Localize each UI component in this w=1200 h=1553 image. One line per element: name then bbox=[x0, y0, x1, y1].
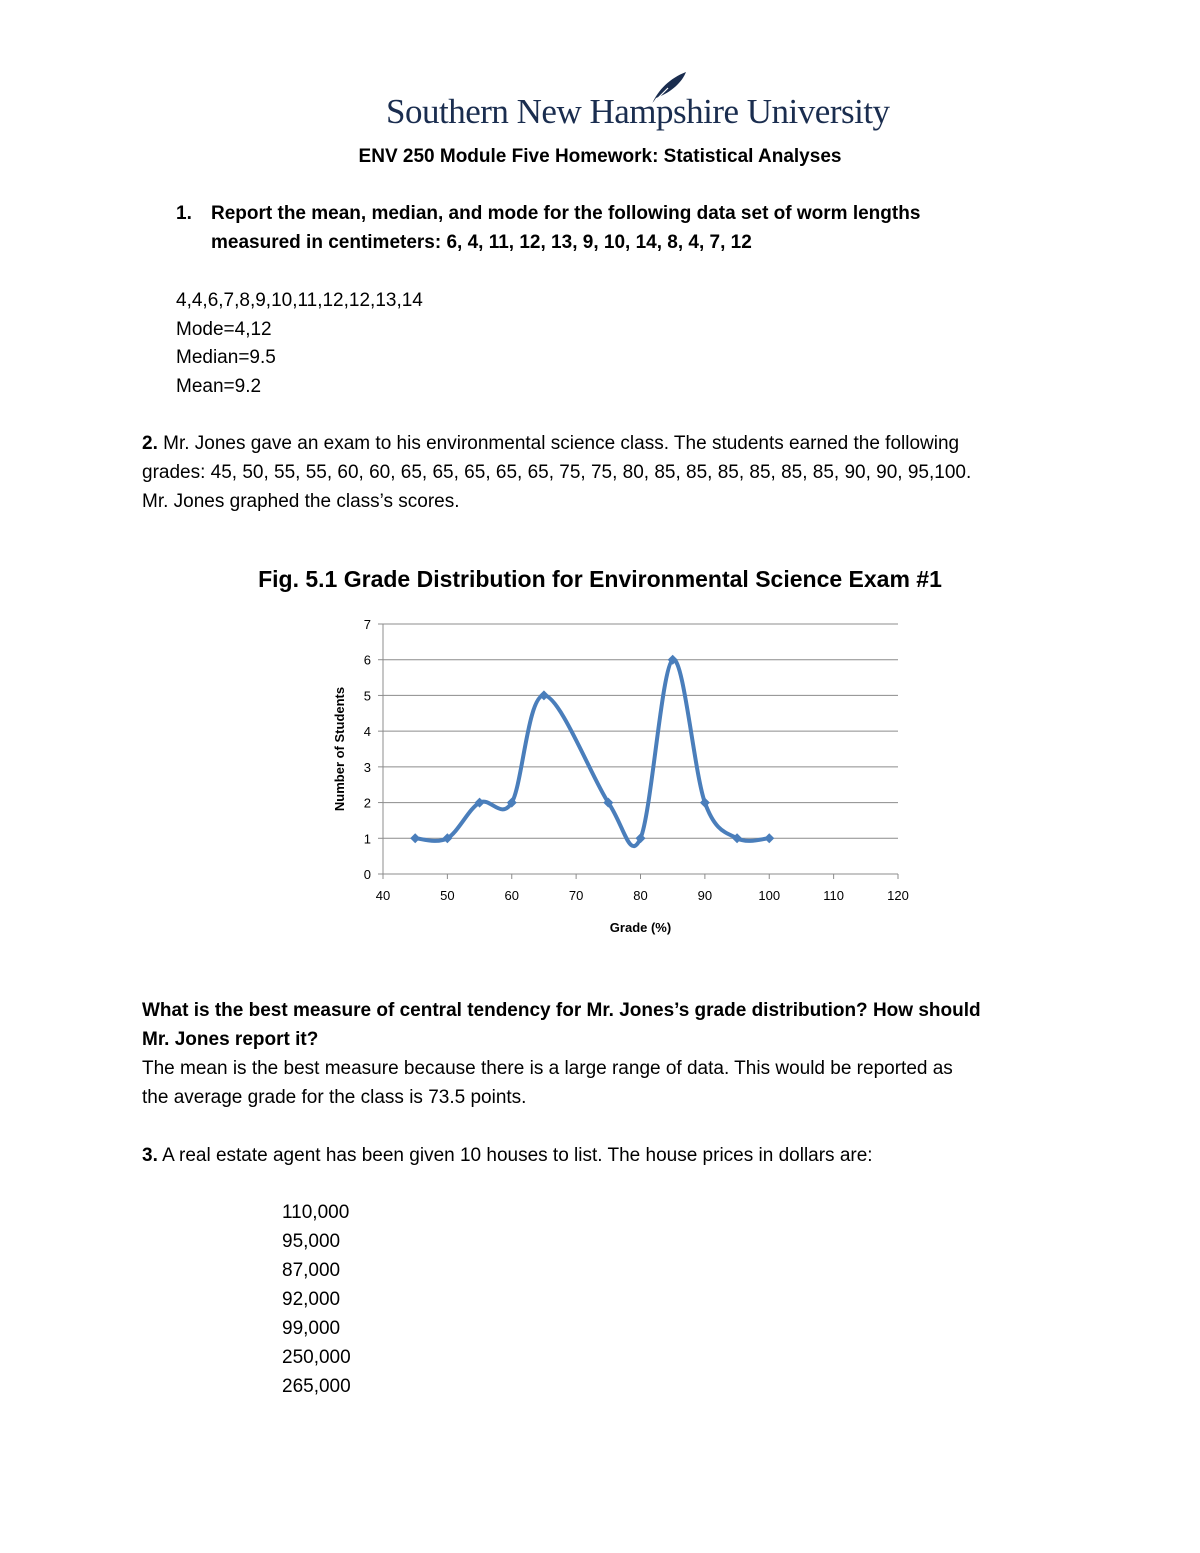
y-tick-label: 3 bbox=[363, 759, 371, 775]
data-point bbox=[410, 833, 420, 843]
y-tick-label: 1 bbox=[363, 831, 371, 847]
q2-number: 2. bbox=[142, 433, 158, 454]
house-price: 265,000 bbox=[282, 1376, 351, 1397]
x-tick-label: 80 bbox=[633, 888, 648, 903]
q3-text-body: A real estate agent has been given 10 houses to list. The house prices in dollars are: bbox=[157, 1145, 873, 1166]
y-tick-label: 6 bbox=[363, 652, 371, 668]
q2-text-line1-body: Mr. Jones gave an exam to his environmental science class. The students earned the following bbox=[157, 433, 960, 454]
x-tick-label: 70 bbox=[568, 888, 584, 903]
chart-title: Fig. 5.1 Grade Distribution for Environmental Science Exam #1 bbox=[258, 566, 942, 592]
q2-answer-line2: the average grade for the class is 73.5 points. bbox=[142, 1087, 527, 1108]
q2-text-line3: Mr. Jones graphed the class’s scores. bbox=[142, 491, 460, 512]
university-logo bbox=[386, 70, 890, 134]
house-price: 110,000 bbox=[282, 1202, 350, 1223]
x-tick-label: 50 bbox=[440, 888, 455, 903]
x-tick-label: 100 bbox=[758, 888, 781, 903]
y-tick-label: 0 bbox=[363, 867, 371, 882]
house-price: 95,000 bbox=[282, 1231, 341, 1252]
house-price: 92,000 bbox=[282, 1289, 341, 1310]
series-line bbox=[415, 659, 769, 846]
q2-text-line2: grades: 45, 50, 55, 55, 60, 60, 65, 65, 65, 65, 65, 75, 75, 80, 85, 85, 85, 85, 85, 85, 90, 90, 95,100. bbox=[142, 462, 972, 483]
q1-mean: Mean=9.2 bbox=[176, 376, 262, 397]
data-point bbox=[700, 798, 710, 808]
y-tick-label: 5 bbox=[363, 688, 371, 704]
q3-text bbox=[142, 1145, 873, 1167]
q1-sorted-data: 4,4,6,7,8,9,10,11,12,12,13,14 bbox=[176, 290, 423, 311]
x-tick-label: 120 bbox=[887, 888, 909, 903]
y-tick-label: 2 bbox=[363, 795, 371, 811]
q3-number: 3. bbox=[142, 1145, 158, 1166]
q2-question-line1: What is the best measure of central tendency for Mr. Jones’s grade distribution? How should bbox=[142, 1000, 981, 1021]
y-tick-label: 4 bbox=[363, 724, 371, 740]
x-tick-label: 60 bbox=[504, 888, 519, 903]
house-price: 99,000 bbox=[282, 1318, 341, 1339]
x-tick-label: 40 bbox=[375, 888, 391, 903]
x-tick-label: 90 bbox=[697, 888, 713, 903]
q2-question-line2: Mr. Jones report it? bbox=[142, 1029, 319, 1050]
house-price: 87,000 bbox=[282, 1260, 341, 1281]
q2-answer-line1: The mean is the best measure because there is a large range of data. This would be reported as bbox=[142, 1058, 953, 1079]
q1-number: 1. bbox=[176, 203, 192, 224]
document-title: ENV 250 Module Five Homework: Statistical Analyses bbox=[358, 146, 842, 167]
university-name: Southern New Hampshire University bbox=[386, 92, 890, 131]
data-point bbox=[764, 833, 774, 843]
q2-text-line1 bbox=[142, 433, 959, 455]
q1-text-line1: Report the mean, median, and mode for the following data set of worm lengths bbox=[211, 203, 921, 224]
q1-mode: Mode=4,12 bbox=[176, 319, 272, 340]
q1-text-line2: measured in centimeters: 6, 4, 11, 12, 13, 9, 10, 14, 8, 4, 7, 12 bbox=[211, 232, 752, 253]
y-axis-label: Number of Students bbox=[332, 686, 347, 812]
q1-median: Median=9.5 bbox=[176, 347, 276, 368]
x-axis-label: Grade (%) bbox=[609, 920, 672, 935]
house-price: 250,000 bbox=[282, 1347, 351, 1368]
x-tick-label: 110 bbox=[823, 888, 844, 903]
y-tick-label: 7 bbox=[363, 617, 371, 632]
grade-distribution-chart bbox=[320, 600, 920, 945]
